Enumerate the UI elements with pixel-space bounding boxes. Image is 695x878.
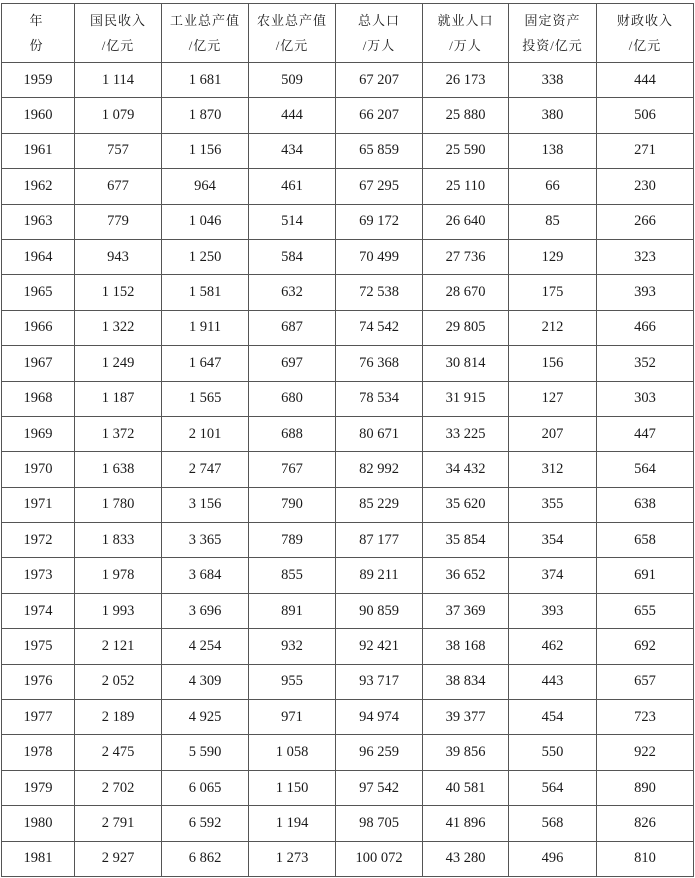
cell-fiscal-revenue: 466	[597, 310, 694, 345]
table-row	[2, 310, 694, 345]
cell-employed-population: 30 814	[423, 346, 509, 381]
cell-year: 1973	[2, 558, 75, 593]
cell-year: 1974	[2, 593, 75, 628]
header-label: 就业人口	[437, 13, 494, 28]
cell-fiscal-revenue: 922	[597, 735, 694, 770]
cell-total-population: 74 542	[336, 310, 423, 345]
cell-industrial-output: 4 309	[162, 664, 249, 699]
cell-employed-population: 39 856	[423, 735, 509, 770]
cell-fiscal-revenue: 271	[597, 133, 694, 168]
cell-fixed-asset-investment: 129	[509, 239, 597, 274]
header-unit: /亿元	[275, 38, 309, 53]
cell-industrial-output: 5 590	[162, 735, 249, 770]
cell-year: 1976	[2, 664, 75, 699]
cell-fixed-asset-investment: 212	[509, 310, 597, 345]
table-row	[2, 169, 694, 204]
header-year-label: 年 份	[29, 13, 57, 53]
cell-industrial-output: 1 870	[162, 98, 249, 133]
header-agricultural-output	[249, 4, 336, 63]
cell-national-income: 779	[75, 204, 162, 239]
table-row	[2, 700, 694, 735]
cell-fiscal-revenue: 393	[597, 275, 694, 310]
cell-fiscal-revenue: 890	[597, 770, 694, 805]
cell-year: 1961	[2, 133, 75, 168]
cell-employed-population: 43 280	[423, 841, 509, 876]
cell-industrial-output: 1 046	[162, 204, 249, 239]
cell-industrial-output: 4 925	[162, 700, 249, 735]
table-row	[2, 204, 694, 239]
table-row	[2, 841, 694, 876]
cell-fiscal-revenue: 444	[597, 63, 694, 98]
cell-fixed-asset-investment: 550	[509, 735, 597, 770]
cell-employed-population: 38 834	[423, 664, 509, 699]
table-row	[2, 416, 694, 451]
cell-fiscal-revenue: 266	[597, 204, 694, 239]
cell-agricultural-output: 955	[249, 664, 336, 699]
cell-agricultural-output: 688	[249, 416, 336, 451]
cell-agricultural-output: 687	[249, 310, 336, 345]
cell-total-population: 67 207	[336, 63, 423, 98]
cell-year: 1979	[2, 770, 75, 805]
cell-fiscal-revenue: 810	[597, 841, 694, 876]
cell-industrial-output: 6 862	[162, 841, 249, 876]
cell-total-population: 98 705	[336, 806, 423, 841]
cell-year: 1959	[2, 63, 75, 98]
cell-industrial-output: 6 592	[162, 806, 249, 841]
cell-total-population: 76 368	[336, 346, 423, 381]
cell-national-income: 943	[75, 239, 162, 274]
cell-fixed-asset-investment: 564	[509, 770, 597, 805]
cell-fiscal-revenue: 230	[597, 169, 694, 204]
cell-fixed-asset-investment: 443	[509, 664, 597, 699]
cell-national-income: 677	[75, 169, 162, 204]
table-row	[2, 275, 694, 310]
cell-year: 1964	[2, 239, 75, 274]
cell-total-population: 69 172	[336, 204, 423, 239]
cell-agricultural-output: 509	[249, 63, 336, 98]
cell-national-income: 1 322	[75, 310, 162, 345]
cell-national-income: 1 978	[75, 558, 162, 593]
cell-fiscal-revenue: 303	[597, 381, 694, 416]
cell-industrial-output: 1 250	[162, 239, 249, 274]
cell-national-income: 1 372	[75, 416, 162, 451]
cell-total-population: 92 421	[336, 629, 423, 664]
cell-national-income: 2 121	[75, 629, 162, 664]
table-row	[2, 629, 694, 664]
cell-total-population: 100 072	[336, 841, 423, 876]
table-row	[2, 770, 694, 805]
cell-fixed-asset-investment: 496	[509, 841, 597, 876]
cell-fiscal-revenue: 692	[597, 629, 694, 664]
header-row	[2, 4, 694, 63]
economic-statistics-table	[1, 3, 694, 877]
cell-fiscal-revenue: 655	[597, 593, 694, 628]
cell-employed-population: 28 670	[423, 275, 509, 310]
cell-industrial-output: 3 684	[162, 558, 249, 593]
cell-employed-population: 38 168	[423, 629, 509, 664]
header-label: 总人口	[357, 13, 400, 28]
cell-national-income: 1 079	[75, 98, 162, 133]
cell-year: 1967	[2, 346, 75, 381]
cell-total-population: 66 207	[336, 98, 423, 133]
header-unit: /亿元	[188, 38, 222, 53]
cell-agricultural-output: 971	[249, 700, 336, 735]
cell-national-income: 757	[75, 133, 162, 168]
cell-year: 1963	[2, 204, 75, 239]
cell-total-population: 82 992	[336, 452, 423, 487]
cell-fixed-asset-investment: 354	[509, 523, 597, 558]
cell-national-income: 1 833	[75, 523, 162, 558]
cell-agricultural-output: 1 194	[249, 806, 336, 841]
header-industrial-output	[162, 4, 249, 63]
cell-year: 1960	[2, 98, 75, 133]
cell-employed-population: 25 590	[423, 133, 509, 168]
table-row	[2, 452, 694, 487]
cell-fixed-asset-investment: 454	[509, 700, 597, 735]
header-unit: /万人	[449, 38, 482, 53]
cell-fixed-asset-investment: 312	[509, 452, 597, 487]
cell-industrial-output: 2 101	[162, 416, 249, 451]
cell-fiscal-revenue: 657	[597, 664, 694, 699]
cell-total-population: 94 974	[336, 700, 423, 735]
table-row	[2, 239, 694, 274]
table-row	[2, 664, 694, 699]
header-national-income	[75, 4, 162, 63]
cell-employed-population: 25 880	[423, 98, 509, 133]
cell-fixed-asset-investment: 338	[509, 63, 597, 98]
cell-national-income: 2 052	[75, 664, 162, 699]
cell-total-population: 87 177	[336, 523, 423, 558]
cell-agricultural-output: 697	[249, 346, 336, 381]
cell-industrial-output: 1 156	[162, 133, 249, 168]
cell-employed-population: 25 110	[423, 169, 509, 204]
cell-employed-population: 35 620	[423, 487, 509, 522]
cell-fixed-asset-investment: 156	[509, 346, 597, 381]
table-row	[2, 593, 694, 628]
header-unit: /亿元	[628, 38, 662, 53]
cell-national-income: 1 187	[75, 381, 162, 416]
cell-fiscal-revenue: 506	[597, 98, 694, 133]
cell-agricultural-output: 855	[249, 558, 336, 593]
cell-industrial-output: 3 156	[162, 487, 249, 522]
header-label: 财政收入	[616, 13, 673, 28]
table-row	[2, 381, 694, 416]
cell-fiscal-revenue: 447	[597, 416, 694, 451]
cell-fiscal-revenue: 723	[597, 700, 694, 735]
cell-employed-population: 34 432	[423, 452, 509, 487]
cell-employed-population: 35 854	[423, 523, 509, 558]
header-fixed-asset-investment	[509, 4, 597, 63]
cell-total-population: 89 211	[336, 558, 423, 593]
cell-total-population: 65 859	[336, 133, 423, 168]
cell-year: 1966	[2, 310, 75, 345]
cell-fixed-asset-investment: 380	[509, 98, 597, 133]
cell-fiscal-revenue: 658	[597, 523, 694, 558]
header-label: 固定资产	[524, 13, 581, 28]
cell-industrial-output: 1 647	[162, 346, 249, 381]
cell-year: 1978	[2, 735, 75, 770]
cell-employed-population: 40 581	[423, 770, 509, 805]
header-year	[2, 4, 75, 63]
header-unit: /万人	[362, 38, 396, 53]
cell-national-income: 2 927	[75, 841, 162, 876]
cell-industrial-output: 1 581	[162, 275, 249, 310]
header-employed-population	[423, 4, 509, 63]
table-row	[2, 346, 694, 381]
cell-industrial-output: 4 254	[162, 629, 249, 664]
cell-total-population: 90 859	[336, 593, 423, 628]
cell-employed-population: 26 640	[423, 204, 509, 239]
cell-agricultural-output: 789	[249, 523, 336, 558]
cell-year: 1977	[2, 700, 75, 735]
cell-year: 1971	[2, 487, 75, 522]
cell-fixed-asset-investment: 138	[509, 133, 597, 168]
cell-industrial-output: 2 747	[162, 452, 249, 487]
table-row	[2, 735, 694, 770]
cell-industrial-output: 3 365	[162, 523, 249, 558]
cell-employed-population: 26 173	[423, 63, 509, 98]
cell-fixed-asset-investment: 462	[509, 629, 597, 664]
cell-employed-population: 37 369	[423, 593, 509, 628]
cell-total-population: 70 499	[336, 239, 423, 274]
header-unit: 投资/亿元	[522, 38, 583, 53]
cell-national-income: 1 780	[75, 487, 162, 522]
cell-year: 1969	[2, 416, 75, 451]
table-row	[2, 133, 694, 168]
cell-agricultural-output: 1 150	[249, 770, 336, 805]
statistics-table-container	[1, 3, 694, 877]
table-row	[2, 523, 694, 558]
cell-agricultural-output: 1 058	[249, 735, 336, 770]
header-unit: /亿元	[101, 38, 135, 53]
cell-agricultural-output: 461	[249, 169, 336, 204]
cell-industrial-output: 964	[162, 169, 249, 204]
cell-employed-population: 27 736	[423, 239, 509, 274]
cell-total-population: 93 717	[336, 664, 423, 699]
cell-agricultural-output: 891	[249, 593, 336, 628]
cell-fixed-asset-investment: 66	[509, 169, 597, 204]
cell-agricultural-output: 1 273	[249, 841, 336, 876]
header-label: 国民收入	[89, 13, 146, 28]
cell-national-income: 1 993	[75, 593, 162, 628]
cell-fixed-asset-investment: 355	[509, 487, 597, 522]
cell-agricultural-output: 444	[249, 98, 336, 133]
cell-industrial-output: 1 565	[162, 381, 249, 416]
cell-national-income: 1 152	[75, 275, 162, 310]
cell-employed-population: 29 805	[423, 310, 509, 345]
cell-year: 1972	[2, 523, 75, 558]
table-row	[2, 63, 694, 98]
cell-total-population: 72 538	[336, 275, 423, 310]
table-row	[2, 98, 694, 133]
header-fiscal-revenue	[597, 4, 694, 63]
cell-agricultural-output: 790	[249, 487, 336, 522]
cell-total-population: 97 542	[336, 770, 423, 805]
cell-agricultural-output: 434	[249, 133, 336, 168]
cell-year: 1962	[2, 169, 75, 204]
cell-year: 1981	[2, 841, 75, 876]
cell-year: 1980	[2, 806, 75, 841]
cell-fixed-asset-investment: 207	[509, 416, 597, 451]
header-total-population	[336, 4, 423, 63]
cell-national-income: 2 189	[75, 700, 162, 735]
table-row	[2, 558, 694, 593]
cell-national-income: 1 249	[75, 346, 162, 381]
cell-year: 1968	[2, 381, 75, 416]
table-body	[2, 63, 694, 877]
cell-fiscal-revenue: 691	[597, 558, 694, 593]
cell-year: 1975	[2, 629, 75, 664]
header-label: 农业总产值	[256, 13, 327, 28]
cell-agricultural-output: 680	[249, 381, 336, 416]
cell-agricultural-output: 767	[249, 452, 336, 487]
cell-total-population: 78 534	[336, 381, 423, 416]
cell-fiscal-revenue: 323	[597, 239, 694, 274]
cell-agricultural-output: 514	[249, 204, 336, 239]
cell-national-income: 1 114	[75, 63, 162, 98]
cell-employed-population: 39 377	[423, 700, 509, 735]
cell-total-population: 80 671	[336, 416, 423, 451]
cell-employed-population: 31 915	[423, 381, 509, 416]
cell-national-income: 2 791	[75, 806, 162, 841]
cell-agricultural-output: 632	[249, 275, 336, 310]
cell-total-population: 67 295	[336, 169, 423, 204]
cell-fixed-asset-investment: 568	[509, 806, 597, 841]
table-row	[2, 806, 694, 841]
cell-fiscal-revenue: 352	[597, 346, 694, 381]
cell-total-population: 85 229	[336, 487, 423, 522]
cell-agricultural-output: 932	[249, 629, 336, 664]
cell-year: 1965	[2, 275, 75, 310]
cell-year: 1970	[2, 452, 75, 487]
cell-fixed-asset-investment: 374	[509, 558, 597, 593]
cell-industrial-output: 1 681	[162, 63, 249, 98]
cell-fiscal-revenue: 826	[597, 806, 694, 841]
cell-employed-population: 41 896	[423, 806, 509, 841]
header-label: 工业总产值	[169, 13, 240, 28]
cell-fixed-asset-investment: 85	[509, 204, 597, 239]
table-row	[2, 487, 694, 522]
cell-fixed-asset-investment: 175	[509, 275, 597, 310]
cell-employed-population: 33 225	[423, 416, 509, 451]
cell-employed-population: 36 652	[423, 558, 509, 593]
cell-total-population: 96 259	[336, 735, 423, 770]
cell-industrial-output: 3 696	[162, 593, 249, 628]
cell-fiscal-revenue: 564	[597, 452, 694, 487]
cell-fiscal-revenue: 638	[597, 487, 694, 522]
cell-national-income: 1 638	[75, 452, 162, 487]
cell-agricultural-output: 584	[249, 239, 336, 274]
cell-industrial-output: 1 911	[162, 310, 249, 345]
cell-national-income: 2 702	[75, 770, 162, 805]
cell-fixed-asset-investment: 393	[509, 593, 597, 628]
cell-fixed-asset-investment: 127	[509, 381, 597, 416]
cell-industrial-output: 6 065	[162, 770, 249, 805]
cell-national-income: 2 475	[75, 735, 162, 770]
